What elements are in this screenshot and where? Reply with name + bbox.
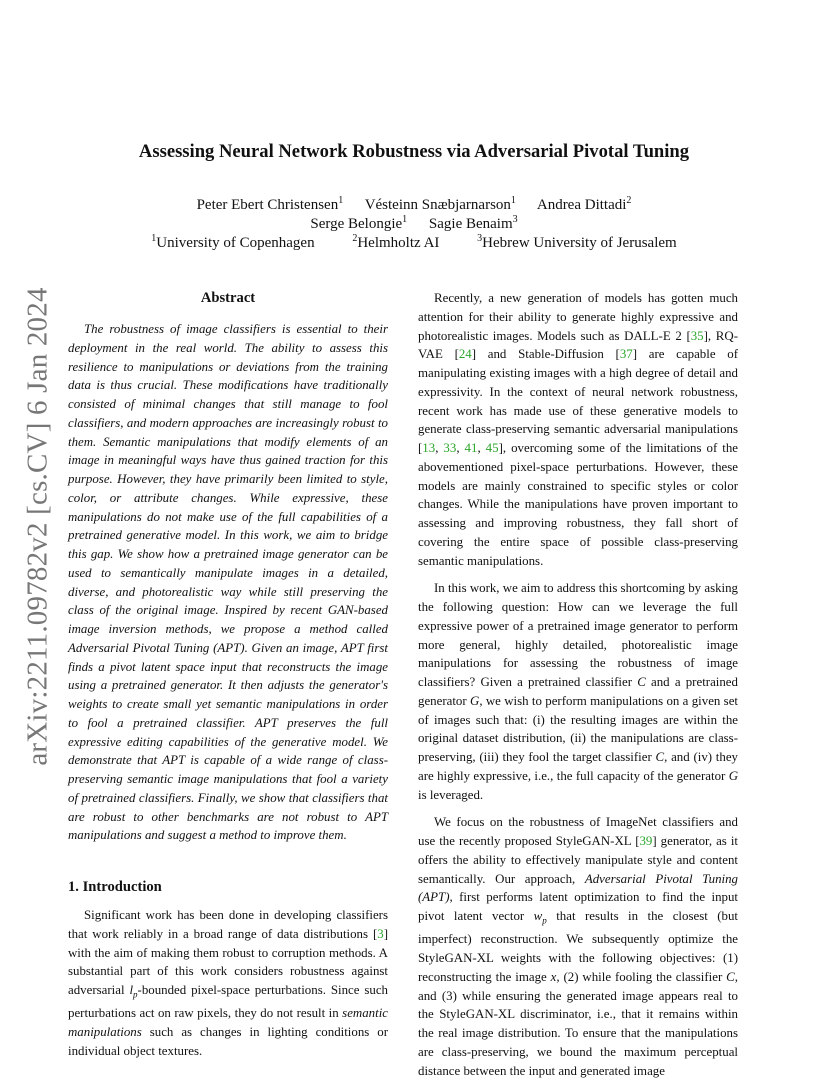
citation-link[interactable]: 3: [377, 926, 384, 941]
citation-link[interactable]: 39: [639, 834, 653, 848]
abstract-heading: Abstract: [200, 290, 256, 306]
affiliation: University of Copenhagen: [156, 235, 315, 251]
citation-link[interactable]: 24: [458, 347, 472, 362]
author-name: Peter Ebert Christensen: [196, 197, 339, 213]
citation-link[interactable]: 45: [485, 441, 499, 455]
citation-link[interactable]: 33: [443, 441, 457, 455]
author-line-1: Peter Ebert Christensen$^1$ Vésteinn Snæbjarnarson$^1$ Andrea Dittadi$^2$: [196, 195, 632, 213]
intro-paragraph: Significant work has been done in developing classifiers that work reliably in a broad range of data distributions [3] with the aim of making them robust to corruption methods. A substantial part of this work considers robustness against adversarial $l_p$-bounded pixel-space perturbations. Since such perturbations act on raw pixels, they do not result in semantic manipulations such as changes in lighting conditions or individual object textures.: [68, 908, 388, 1058]
author-name: Serge Belongie: [310, 216, 403, 232]
affiliation: Hebrew University of Jerusalem: [482, 235, 677, 251]
right-column: [418, 289, 738, 1080]
body-paragraph: We focus on the robustness of ImageNet classifiers and use the recently proposed StyleGAN-XL [39] generator, as it offers the ability to effectively manipulate style and content semantically. Our approach, Adversarial Pivotal Tuning (APT), first performs latent optimization to find the input pivot latent vector $w_p$ that results in the closest (but imperfect) reconstruction. We subsequently optimize the StyleGAN-XL weights with the following objectives: (1) reconstructing the image x, (2) while fooling the classifier C, and (3) while ensuring the generated image appears real to the StyleGAN-XL discriminator, i.e., that it remains within the real image distribution. To ensure that the manipulations are class-preserving, we bound the maximum perceptual distance between the input and generated image: [418, 815, 738, 1078]
citation-link[interactable]: 13: [422, 441, 436, 455]
body-paragraph: In this work, we aim to address this shortcoming by asking the following question: How can we leverage the full expressive power of a pretrained image generator to perform more general, highly detailed, photorealistic image manipulations for assessing the robustness of image classifiers? Given a pretrained classifier C and a pretrained generator G, we wish to perform manipulations on a given set of images such that: (i) the resulting images are within the original dataset distribution, (ii) the manipulations are class-preserving, (iii) they fool the target classifier C, and (iv) they are highly expressive, i.e., the full capacity of the generator G is leveraged.: [418, 581, 739, 802]
affiliation: Helmholtz AI: [357, 235, 440, 251]
author-name: Vésteinn Snæbjarnarson: [364, 197, 511, 213]
citation-link[interactable]: 41: [464, 441, 478, 455]
body-paragraph: Recently, a new generation of models has gotten much attention for their ability to generate highly expressive and photorealistic images. Models such as DALL-E 2 [35], RQ-VAE [24] and Stable-Diffusion [37] are capable of manipulating existing images with a high degree of detail and expressivity. In the context of neural network robustness, recent work has made use of these generative models to generate class-preserving semantic adversarial manipulations [13, 33, 41, 45], overcoming some of the limitations of the abovementioned pixel-space perturbations. However, these models are mainly constrained to specific styles or color changes. While the manipulations have proven important to assessing and improving robustness, they fall short of covering the entire space of possible class-preserving semantic manipulations.: [418, 291, 738, 568]
abstract-text: The robustness of image classifiers is essential to their deployment in the real world. The ability to assess this resilience to manipulations or deviations from the training data is thus crucial. These modifications have traditionally consisted of minimal changes that still manage to fool classifiers, and modern approaches are increasingly robust to them. Semantic manipulations that modify elements of an image in meaningful ways have thus gained traction for this purpose. However, they have primarily been limited to style, color, or attribute changes. While expressive, these manipulations do not make use of the full capabilities of a pretrained generative model. In this work, we aim to bridge this gap. We show how a pretrained image generator can be used to semantically manipulate images in a detailed, diverse, and photorealistic way while still preserving the class of the original image. Inspired by recent GAN-based image inversion methods, we propose a method called Adversarial Pivotal Tuning (APT). Given an image, APT first finds a pivot latent space input that reconstructs the image using a pretrained generator. It then adjusts the generator's weights to create small yet semantic manipulations in order to fool a pretrained classifier. APT preserves the full expressive editing capabilities of the generative model. We demonstrate that APT is capable of a wide range of class-preserving semantic image manipulations that fool a variety of pretrained classifiers. Finally, we show that classifiers that are robust to other benchmarks are not robust to APT manipulations and suggest a method to improve them.: [68, 322, 388, 843]
citation-link[interactable]: 37: [619, 347, 633, 362]
author-name: Andrea Dittadi: [536, 197, 627, 213]
author-line-2: Serge Belongie$^1$ Sagie Benaim$^3$: [310, 214, 518, 232]
citation-link[interactable]: 35: [690, 328, 704, 343]
arxiv-stamp: arXiv:2211.09782v2 [cs.CV] 6 Jan 2024: [21, 286, 54, 766]
paper-title: Assessing Neural Network Robustness via Adversarial Pivotal Tuning: [138, 141, 690, 162]
section-heading-introduction: 1. Introduction: [68, 879, 162, 895]
left-column: [68, 289, 388, 1061]
affiliation-line: $^1$University of Copenhagen $^2$Helmholtz AI $^3$Hebrew University of Jerusalem: [151, 233, 677, 251]
author-name: Sagie Benaim: [428, 216, 513, 232]
